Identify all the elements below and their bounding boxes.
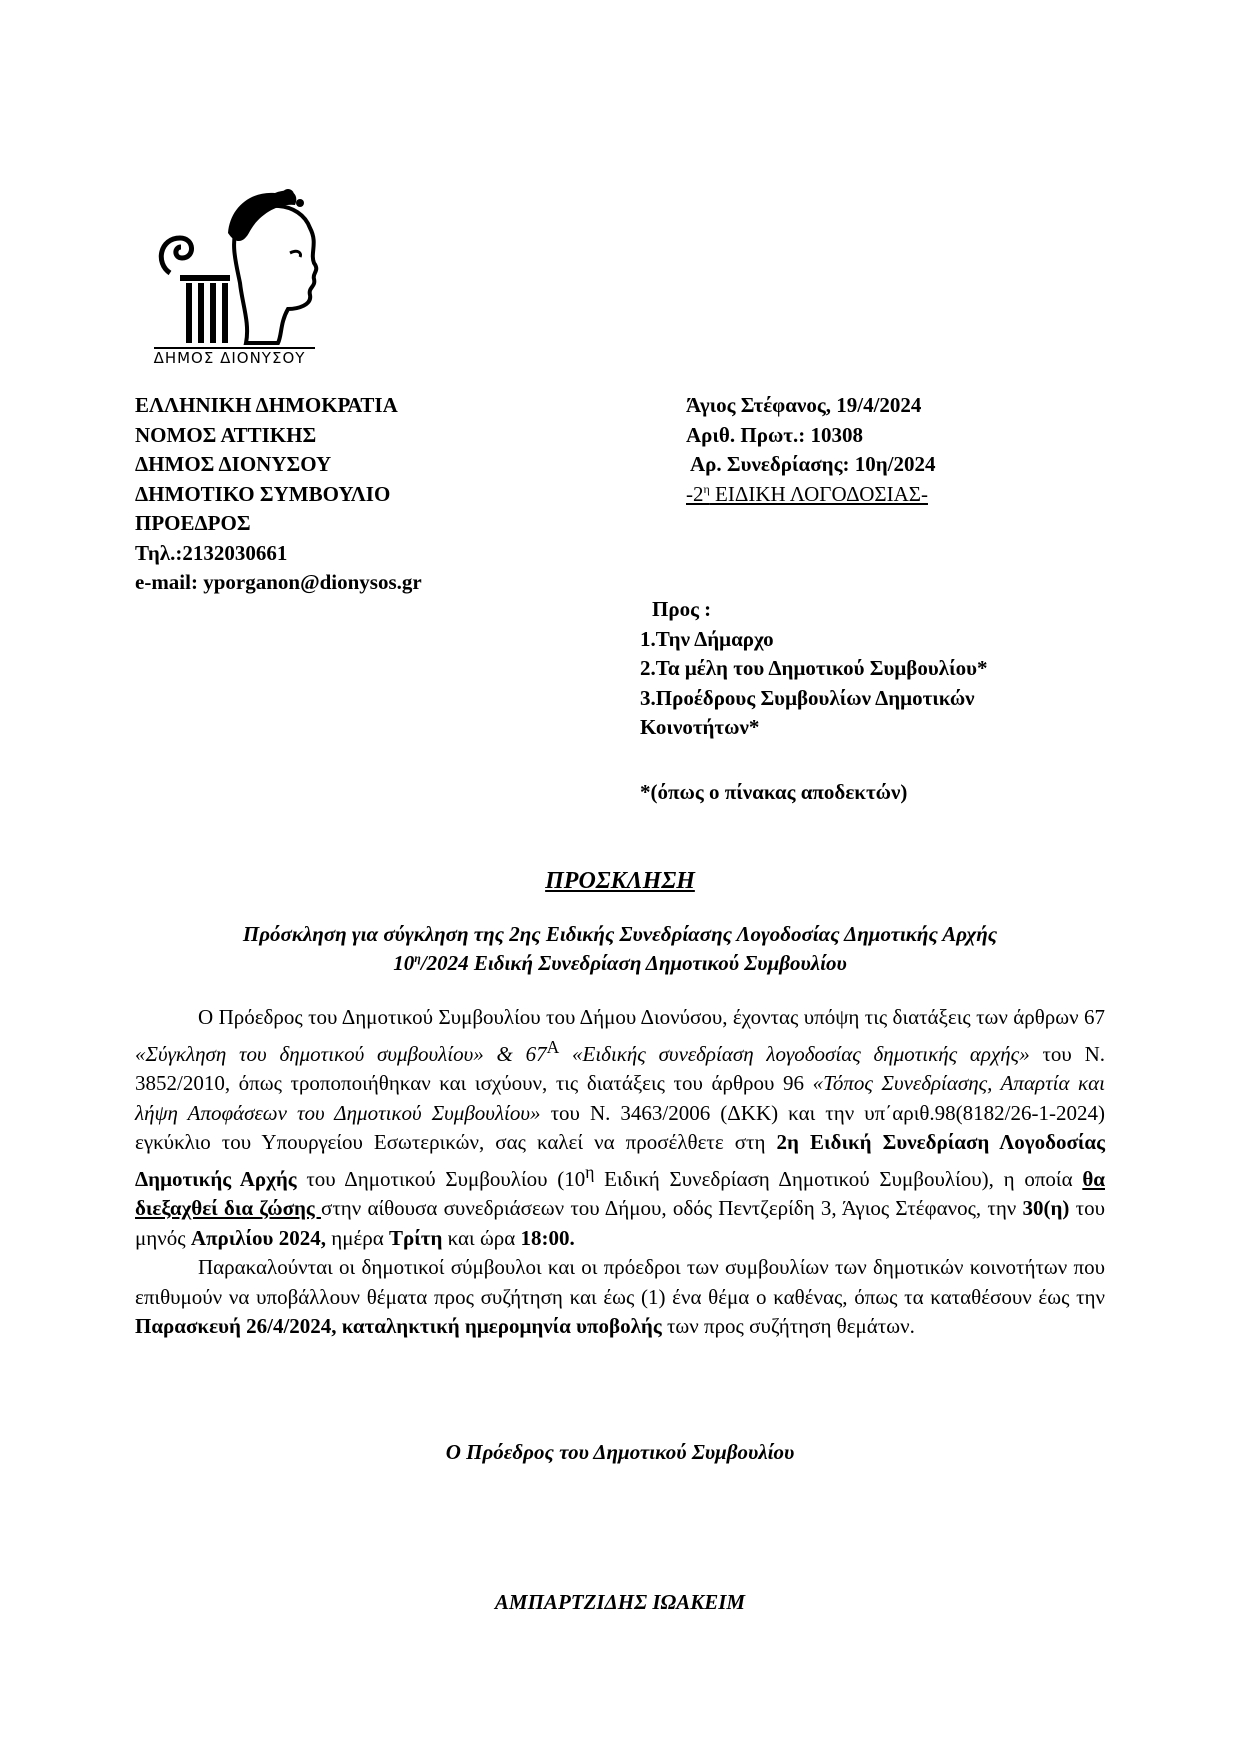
recipient-item: Κοινοτήτων* [640, 715, 760, 739]
dionysos-emblem [150, 183, 350, 373]
protocol-number: Αριθ. Πρωτ.: 10308 [686, 422, 863, 447]
issuer-block [135, 391, 422, 598]
subtitle-sup: η [414, 951, 421, 965]
recipients-note: *(όπως ο πίνακας αποδεκτών) [640, 780, 908, 804]
subtitle-text: /2024 Ειδική Συνεδρίαση Δημοτικού Συμβουλίου [420, 951, 847, 975]
signature-name: ΑΜΠΑΡΤΖΙΔΗΣ ΙΩΑΚΕΙΜ [494, 1590, 746, 1614]
issuer-phone: Τηλ.:2132030661 [135, 540, 288, 565]
paragraph-invitation: Ο Πρόεδρος του Δημοτικού Συμβουλίου του Δήμου Διονύσου, έχοντας υπόψη τις διατάξεις των άρθρων 67 «Σύγκληση του δημοτικού συμβουλίου» & $67^A$ «Ειδικής συνεδρίαση λογοδοσίας δημοτικής αρχής» του Ν. 3852/2010, όπως τροποποιήθηκαν και ισχύουν, τις διατάξεις του άρθρου 96 «Τόπος Συνεδρίασης, Απαρτία και λήψη Αποφάσεων του Δημοτικού Συμβουλίου» του Ν. 3463/2006 (ΔΚΚ) και την υπ΄αριθ.98(8182/26-1-2024) εγκύκλιο του Υπουργείου Εσωτερικών, σας καλεί να προσέλθετε στη 2η Ειδική Συνεδρίαση Λογοδοσίας Δημοτικής Αρχής του Δημοτικού Συμβουλίου ($10^\eta$ Ειδική Συνεδρίαση Δημοτικού Συμβουλίου), η οποία θα διεξαχθεί δια ζώσης στην αίθουσα συνεδριάσεων του Δήμου, οδός Πεντζερίδη 3, Άγιος Στέφανος, την 30(η) του μηνός Απριλίου 2024, ημέρα Τρίτη και ώρα 18:00. [135, 1005, 1105, 1250]
place-date: Άγιος Στέφανος, 19/4/2024 [686, 393, 922, 417]
session-type-sup: η [703, 481, 710, 496]
issuer-role: ΠΡΟΕΔΡΟΣ [135, 511, 251, 535]
recipient-item: 3.Προέδρους Συμβουλίων Δημοτικών [640, 685, 975, 710]
session-type [686, 480, 935, 510]
issuer-municipality: ΔΗΜΟΣ ΔΙΟΝΥΣΟΥ [135, 452, 332, 476]
signature-role: Ο Πρόεδρος του Δημοτικού Συμβουλίου [445, 1440, 795, 1464]
issuer-council: ΔΗΜΟΤΙΚΟ ΣΥΜΒΟΥΛΙΟ [135, 481, 391, 506]
issuer-email: e-mail: yporganon@dionysos.gr [135, 570, 422, 594]
paragraph-topics-request: Παρακαλούνται οι δημοτικοί σύμβουλοι και οι πρόεδροι των συμβουλίων των δημοτικών κοινοτήτων που επιθυμούν να υποβάλλουν θέματα προς συζήτηση και έως (1) ένα θέμα ο καθένας, όπως τα καταθέσουν έως την Παρασκευή 26/4/2024, καταληκτική ημερομηνία υποβολής των προς συζήτηση θεμάτων. [135, 1255, 1105, 1338]
subtitle-line-2 [135, 949, 1105, 978]
logo-caption: ΔΗΜΟΣ ΔΙΟΝΥΣΟΥ [153, 349, 306, 367]
recipients-label: Προς : [652, 597, 712, 621]
issuer-prefecture: ΝΟΜΟΣ ΑΤΤΙΚΗΣ [135, 422, 317, 447]
document-body [135, 1003, 1105, 1342]
session-type-suffix: ΕΙΔΙΚΗ ΛΟΓΟΔΟΣΙΑΣ- [709, 481, 928, 506]
document-subtitle [135, 920, 1105, 978]
document-title: ΠΡΟΣΚΛΗΣΗ [545, 868, 695, 894]
issuer-country: ΕΛΛΗΝΙΚΗ ΔΗΜΟΚΡΑΤΙΑ [135, 393, 398, 417]
subtitle-line-1: Πρόσκληση για σύγκληση της 2ης Ειδικής Συνεδρίασης Λογοδοσίας Δημοτικής Αρχής [242, 922, 998, 946]
subtitle-number: 10 [393, 951, 415, 975]
session-type-prefix: -2 [686, 481, 704, 506]
recipient-item: 1.Την Δήμαρχο [640, 626, 774, 651]
recipient-item: 2.Τα μέλη του Δημοτικού Συμβουλίου* [640, 656, 988, 680]
session-number: Αρ. Συνεδρίασης: 10η/2024 [690, 452, 936, 476]
recipients-block [640, 595, 987, 743]
municipality-logo [150, 183, 350, 373]
document-info-block [686, 391, 935, 509]
